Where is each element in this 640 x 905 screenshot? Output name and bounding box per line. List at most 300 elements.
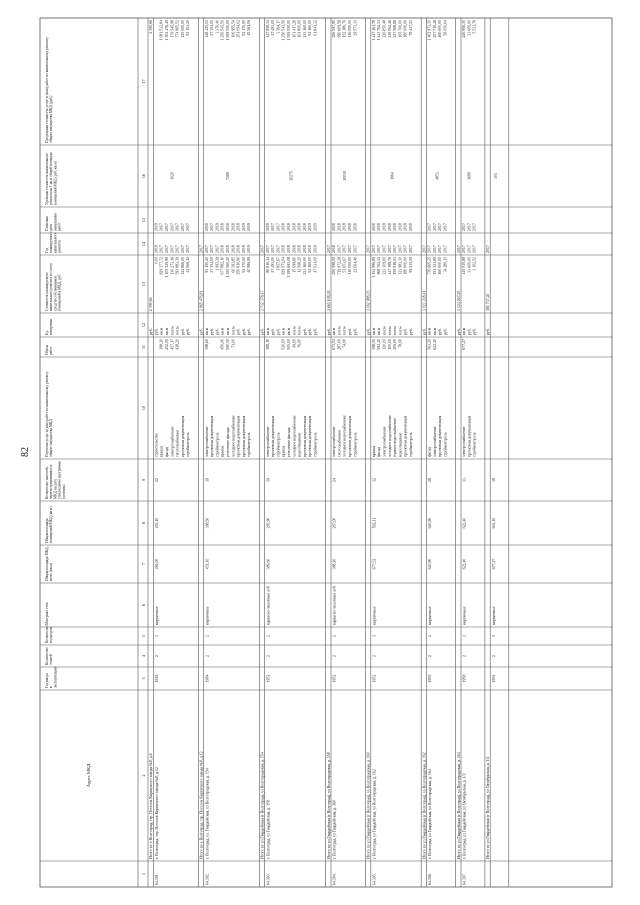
- work-unit: кв.м: [371, 327, 376, 335]
- object-unit-cost: 301: [494, 173, 498, 179]
- work-item: горячее водоснабжение: [393, 418, 398, 457]
- object-material: кирпичные: [491, 606, 496, 625]
- work-item: проектная документация: [271, 415, 276, 457]
- total-unit: руб.: [486, 328, 490, 335]
- work-year-end: 2018: [398, 223, 403, 231]
- work-year-plan: 2018: [302, 245, 307, 253]
- work-cost: 180 000,00: [403, 257, 408, 275]
- object-floors: 2: [266, 655, 271, 657]
- work-volume: 71,00: [231, 339, 236, 348]
- work-unit: руб.: [180, 328, 185, 335]
- work-item: электроснабжение: [170, 426, 175, 457]
- column-number: 4: [141, 654, 146, 658]
- work-cost: 776 665,25: [427, 257, 432, 275]
- column-number: 2: [141, 774, 146, 777]
- work-year-end: 2017: [210, 223, 215, 231]
- work-year-plan: 2017: [165, 245, 169, 253]
- work-year-plan: 2017: [472, 245, 477, 253]
- total-unit: руб.: [422, 328, 427, 335]
- object-material: кирпичные: [428, 606, 433, 625]
- page-number: 82: [20, 447, 31, 457]
- work-unit: пог.м: [231, 326, 236, 335]
- total-label: Итого по г. Волгоград, тер. Поселок Кирпичного завода №8, д.12: [199, 751, 204, 859]
- work-limit: 152 186,76: [342, 20, 347, 38]
- work-cost: 60 393,85: [231, 257, 236, 273]
- work-unit: кв.м: [265, 327, 270, 335]
- column-number: 11: [141, 344, 146, 350]
- work-limit: 251 094,02: [236, 20, 241, 38]
- work-item: стройконтроль: [247, 432, 252, 457]
- object-entrances: 3: [372, 635, 377, 637]
- object-area-premises: 592,11: [372, 517, 377, 529]
- object-id: 64.391.: [154, 873, 159, 885]
- work-limit: 257 710,48: [432, 20, 437, 38]
- work-item: теплоснабжение: [337, 429, 342, 457]
- object-area-total: 620,90: [428, 558, 433, 570]
- work-year-end: 2017: [165, 223, 169, 231]
- object-area-total: 622,40: [462, 558, 467, 570]
- work-cost: 233 160,00: [302, 257, 307, 275]
- work-item: строительство: [154, 433, 159, 457]
- work-item: холодное водоснабжение: [387, 415, 392, 457]
- work-year-end: 2017: [438, 223, 443, 231]
- work-item: стройконтроль: [313, 432, 318, 457]
- total-label: Итого по ул Гвардейская (г Волгоград), ул Волгоградская, д. 160: [366, 752, 371, 859]
- object-year: 1958: [462, 674, 467, 683]
- total-cost: 181 737,40: [486, 293, 490, 311]
- work-limit: 1 417 461,78: [371, 20, 376, 41]
- object-area-total: 389,60: [266, 558, 271, 570]
- work-year-plan: 2017: [215, 245, 220, 253]
- object-area-premises: 604,10: [491, 517, 496, 529]
- work-cost: 12 568,20: [297, 257, 302, 273]
- object-year: 1984: [205, 674, 210, 683]
- work-volume: 398,55: [371, 339, 376, 350]
- total-cost: 3 023 238,41: [422, 290, 427, 311]
- work-volume: 198,20: [159, 339, 164, 350]
- work-year-end: 2018: [281, 223, 286, 231]
- work-item: стройконтроль: [409, 432, 413, 457]
- object-unit-cost: 1964: [390, 172, 395, 180]
- object-area-premises: 398,50: [205, 517, 210, 529]
- work-limit: 58 050,04: [443, 20, 448, 36]
- work-limit: 226 956,35: [462, 20, 467, 38]
- work-volume: 120,00: [382, 339, 387, 350]
- work-limit: 27 493,00: [271, 20, 276, 36]
- total-cost: 2 732 378,47: [260, 290, 265, 311]
- object-address: г. Волгоград, ул Гвардейская, ул Волгоградская, д. 164: [428, 769, 433, 859]
- work-limit: 256 597,95: [332, 20, 337, 38]
- total-cost: 2 663 108,38: [326, 290, 331, 311]
- work-year-end: 2017: [432, 223, 437, 231]
- work-cost: 3 102,52: [472, 257, 477, 271]
- work-volume: 677,27: [462, 339, 467, 350]
- work-item: электроснабжение: [432, 426, 437, 457]
- work-year-plan: 2018: [236, 245, 241, 253]
- work-unit: кв.м: [220, 327, 225, 335]
- work-volume: 76,00: [297, 339, 302, 348]
- object-floors: 2: [332, 655, 337, 657]
- work-cost: 123 983,30: [398, 257, 403, 275]
- object-area-premises: 265,90: [266, 517, 271, 529]
- work-volume: 428,20: [175, 339, 180, 350]
- work-year-end: 2019: [308, 223, 313, 231]
- work-unit: руб.: [403, 328, 408, 335]
- work-item: крыша: [220, 445, 225, 457]
- work-year-plan: 2017: [432, 245, 437, 253]
- work-year-plan: 2017: [438, 245, 443, 253]
- object-address: г. Волгоград, ул Гвардейская, д. 160: [332, 800, 337, 859]
- work-cost: 59 235,59: [409, 257, 413, 273]
- object-area-premises: 620,90: [428, 517, 433, 529]
- work-year-plan: 2017: [204, 245, 209, 253]
- work-year-plan: 2017: [265, 245, 270, 253]
- column-number: 17: [141, 79, 146, 84]
- work-limit: 219 062,46: [387, 20, 392, 38]
- work-year-end: 2018: [409, 223, 413, 231]
- object-unit-cost: 1020: [170, 172, 175, 180]
- object-year: 1952: [372, 674, 377, 683]
- object-area-total: 677,52: [372, 558, 377, 570]
- work-item: проектная документация: [403, 415, 408, 457]
- work-unit: руб.: [302, 328, 307, 335]
- work-cost: 93 150,20: [204, 257, 209, 273]
- work-volume: 520,00: [281, 339, 286, 350]
- work-year-plan: 2018: [231, 245, 236, 253]
- object-area-total: 677,27: [491, 558, 496, 570]
- total-year: 2017: [486, 245, 490, 253]
- object-year: 1952: [491, 674, 496, 683]
- work-year-plan: 2017: [210, 245, 215, 253]
- total-unit: руб.: [199, 328, 204, 335]
- work-limit: 990 609,58: [337, 20, 342, 38]
- work-limit: 52 153,20: [186, 20, 191, 36]
- header-unit: Ед.измерения: [45, 318, 54, 335]
- work-year-end: 2018: [236, 223, 241, 231]
- object-area-total: 451,10: [205, 558, 210, 570]
- work-limit: 148 425,51: [204, 20, 209, 38]
- work-cost: 829 573,04: [281, 257, 286, 275]
- work-year-plan: 2017: [398, 245, 403, 253]
- work-volume: 388,10: [265, 339, 270, 350]
- work-limit: 1 402 973,35: [427, 20, 432, 41]
- work-item: фасад: [427, 447, 432, 457]
- object-area-total: 492,00: [154, 558, 159, 570]
- work-unit: пог.м: [170, 326, 175, 335]
- total-limit: 2 390,66: [149, 20, 154, 34]
- work-year-plan: 2017: [159, 245, 164, 253]
- work-year-plan: 2017: [462, 245, 467, 253]
- work-cost: 968 762,34: [377, 257, 382, 275]
- header-works: Перечень услуг и (или) работ по капитальному ремонтуобщего имущества МКД: [45, 371, 54, 457]
- work-item: стройконтроль: [215, 432, 220, 457]
- work-cost: 719 972,28: [337, 257, 342, 275]
- object-address: г. Волгоград, тер. Поселок Кирпичного завода №8, д.12: [154, 767, 159, 859]
- work-unit: кв.м: [287, 327, 291, 335]
- work-limit: 147 858,34: [265, 20, 270, 38]
- object-id: 64.396.: [428, 873, 433, 885]
- work-item: проектная документация: [348, 415, 352, 457]
- work-limit: 101 417,26: [292, 20, 297, 38]
- work-year-end: 2017: [170, 223, 175, 231]
- object-unit-cost: 10275: [289, 171, 294, 181]
- work-cost: 27 493,00: [271, 257, 276, 273]
- object-floors: 2: [372, 655, 377, 657]
- column-number: 14: [141, 241, 146, 247]
- work-item: проектная документация: [438, 415, 443, 457]
- total-cost: 2 390,66: [149, 297, 154, 311]
- object-floors: 2: [491, 655, 496, 657]
- work-unit: пог.м: [342, 326, 347, 335]
- work-item: стройконтроль: [353, 432, 358, 457]
- work-cost: 250 810,90: [236, 257, 241, 275]
- work-unit: кв.м: [159, 327, 164, 335]
- work-year-end: 2019: [313, 223, 318, 231]
- object-unit-cost: 10019: [342, 171, 347, 181]
- work-item: крыша: [371, 445, 376, 457]
- work-cost: 34 280,11: [443, 257, 448, 273]
- work-item: теплоснабжение: [175, 429, 180, 457]
- work-year-plan: 2018: [281, 245, 286, 253]
- work-year-end: 2018: [393, 223, 398, 231]
- total-label: Итого по ул Гвардейская (г Волгоград), ул Волгоградская, д. 164: [456, 752, 461, 859]
- work-volume: 563,20: [427, 339, 432, 350]
- object-id: 64.392.: [205, 873, 210, 885]
- work-item: стройконтроль: [186, 432, 191, 457]
- work-year-end: 2019: [154, 223, 159, 231]
- work-year-end: 2018: [220, 223, 225, 231]
- object-area-total: 388,10: [332, 558, 337, 570]
- work-unit: пог.м: [175, 326, 180, 335]
- column-number: 5: [141, 634, 146, 638]
- total-label: Итого по г. Волгоград, тер. Поселок Кирпичного завода №8, д.6: [149, 753, 154, 859]
- header-total_area_mkd: Общая площадь МКД,всего (кв.м): [45, 546, 54, 581]
- work-volume: 398,60: [204, 339, 209, 350]
- work-year-end: 2018: [353, 223, 358, 231]
- work-year-end: 2018: [332, 223, 337, 231]
- work-limit: 1 256 543,50: [281, 20, 286, 41]
- work-year-end: 2019: [241, 223, 246, 231]
- work-limit: 1 081 532,84: [159, 20, 164, 41]
- work-item: проектная документация: [241, 415, 246, 457]
- total-unit: руб.: [366, 328, 371, 335]
- total-unit: руб.: [326, 328, 331, 335]
- work-unit: пог.м: [292, 326, 297, 335]
- work-item: холодное водоснабжение: [342, 415, 347, 457]
- object-id: 64.393.: [266, 873, 271, 885]
- work-unit: кв.м: [204, 327, 209, 335]
- work-year-plan: 2017: [337, 245, 342, 253]
- object-address: г. Волгоград, ул Гвардейская, д. 158: [266, 800, 271, 859]
- header-entrances: Количествоподъездов: [45, 625, 54, 643]
- work-volume: 106,00: [393, 339, 398, 350]
- work-cost: 829 377,72: [159, 257, 164, 275]
- work-cost: 160 000,00: [438, 257, 443, 275]
- work-cost: 1 399 693,08: [287, 257, 291, 278]
- work-unit: руб.: [276, 328, 281, 335]
- total-label: Итого по ул Гвардейская (г Волгоград), ул Волгоградская, д. 154: [260, 752, 265, 859]
- work-unit: пог.м: [393, 326, 398, 335]
- header-limit_cost: Предельная стоимость услуг и (или) работ по капитальному ремонтуобщего имущества МКД (руб.): [45, 37, 54, 143]
- work-limit: 227 568,88: [393, 20, 398, 38]
- object-floors: 2: [205, 655, 210, 657]
- work-volume: 592,45: [377, 339, 382, 350]
- work-year-end: 2019: [247, 223, 252, 231]
- work-year-end: 2018: [403, 223, 408, 231]
- object-floors: 2: [462, 655, 467, 657]
- work-item: электроснабжение: [462, 426, 467, 457]
- object-area-premises: 453,10: [154, 517, 159, 529]
- work-year-end: 2017: [467, 223, 472, 231]
- work-year-plan: 2017: [276, 245, 281, 253]
- total-cost: 2 965 476,81: [199, 290, 204, 311]
- total-unit: руб.: [456, 328, 461, 335]
- work-volume: 590,00: [226, 339, 230, 350]
- work-unit: кв.м: [377, 327, 382, 335]
- work-cost: 15 699,80: [292, 257, 297, 273]
- object-material: каркасно-засыпные ж/б: [266, 586, 271, 625]
- column-number: 12: [141, 322, 146, 328]
- column-number: 15: [141, 217, 146, 223]
- object-residents: 38: [491, 478, 496, 482]
- work-year-plan: 2018: [332, 245, 337, 253]
- work-unit: руб.: [210, 328, 215, 335]
- work-year-end: 2017: [175, 223, 180, 231]
- work-item: проектная документация: [308, 415, 313, 457]
- work-year-end: 2018: [342, 223, 347, 231]
- object-entrances: 2: [428, 635, 433, 637]
- work-year-end: 2018: [226, 223, 230, 231]
- work-year-end: 2017: [427, 223, 432, 231]
- object-residents: 19: [266, 478, 271, 482]
- work-limit: 106 955,54: [231, 20, 236, 38]
- work-limit: 180 000,00: [403, 20, 408, 38]
- work-year-end: 2017: [443, 223, 448, 231]
- work-year-end: 2019: [215, 223, 220, 231]
- work-year-plan: 2019: [154, 245, 159, 253]
- work-unit: пог.м: [337, 326, 342, 335]
- work-cost: 110 000,00: [348, 257, 352, 275]
- work-unit: руб.: [409, 328, 413, 335]
- work-limit: 33 600,00: [467, 20, 472, 36]
- column-number: 9: [141, 478, 146, 482]
- object-unit-cost: 4853: [435, 172, 440, 180]
- object-id: 64.395.: [372, 873, 377, 885]
- work-item: водоотведение: [297, 432, 302, 457]
- work-year-plan: 2019: [241, 245, 246, 253]
- header-year_end: Плановаядатазавершенияработ: [45, 213, 62, 231]
- work-unit: руб.: [353, 328, 358, 335]
- work-unit: руб.: [443, 328, 448, 335]
- work-cost: 130 273,16: [170, 257, 175, 275]
- table-header: [45, 37, 146, 875]
- work-volume: 100,00: [387, 339, 392, 350]
- header-wall_material: Материал стен: [45, 602, 49, 625]
- object-id: 64.394.: [332, 873, 337, 885]
- header-floors: Количествоэтажей: [45, 647, 54, 665]
- work-cost: 124 866,00: [180, 257, 185, 275]
- object-residents: 22: [154, 478, 159, 482]
- work-year-plan: 2017: [186, 245, 191, 253]
- object-area-premises: 622,40: [462, 517, 467, 529]
- work-item: электроснабжение: [204, 426, 209, 457]
- work-limit: 3 376,40: [215, 20, 220, 34]
- work-unit: пог.м: [398, 326, 403, 335]
- work-year-plan: 2018: [220, 245, 225, 253]
- work-volume: 452,00: [165, 339, 169, 350]
- object-entrances: 2: [266, 635, 271, 637]
- work-unit: руб.: [215, 328, 220, 335]
- header-year_plan: Годпланируемогокапитальногоремонта: [45, 231, 62, 253]
- work-limit: 1 559 550,00: [287, 20, 291, 41]
- object-unit-cost: 1689: [467, 172, 472, 180]
- work-unit: руб.: [348, 328, 352, 335]
- work-unit: руб.: [154, 328, 159, 335]
- work-item: фасад: [165, 447, 169, 457]
- work-cost: 1 993,39: [215, 257, 220, 271]
- work-year-plan: 2017: [353, 245, 358, 253]
- work-cost: 153 321,89: [432, 257, 437, 275]
- work-year-end: 2018: [231, 223, 236, 231]
- work-item: стройконтроль: [276, 432, 281, 457]
- column-number: 10: [141, 405, 146, 411]
- work-year-plan: 2017: [371, 245, 376, 253]
- work-unit: пог.м: [297, 326, 302, 335]
- work-unit: руб.: [271, 328, 276, 335]
- work-cost: 147 198,76: [387, 257, 392, 275]
- column-number: 16: [141, 173, 146, 179]
- total-label: Итого по ул Гвардейская (г Волгоград), ул Волгоградская, д. 162: [422, 752, 427, 859]
- work-year-plan: 2019: [308, 245, 313, 253]
- work-year-plan: 2017: [403, 245, 408, 253]
- object-entrances: 1: [154, 635, 159, 637]
- work-cost: 27 354,00: [210, 257, 215, 273]
- column-number: 13: [141, 281, 146, 287]
- work-cost: 52 170,00: [241, 257, 246, 273]
- work-year-end: 2017: [276, 223, 281, 231]
- object-address: г. Волгоград, ул. Гвардейская, ул Волгоградская, д. 154: [205, 768, 210, 859]
- work-year-end: 2018: [265, 223, 270, 231]
- work-year-end: 2018: [302, 223, 307, 231]
- work-limit: 161 800,00: [297, 20, 302, 38]
- work-item: проектная документация: [236, 415, 241, 457]
- column-number: 3: [141, 677, 146, 680]
- work-year-end: 2018: [287, 223, 291, 231]
- work-year-end: 2018: [387, 223, 392, 231]
- work-volume: 505,00: [287, 339, 291, 350]
- work-limit: 79 447,23: [409, 20, 413, 36]
- object-address: г. Волгоград, ул Гвардейская, ул Волгоградская, д. 162: [372, 769, 377, 859]
- work-limit: 1 302 476,49: [165, 20, 169, 41]
- work-unit: руб.: [467, 328, 472, 335]
- work-unit: кв.м: [226, 327, 230, 335]
- total-unit: руб.: [149, 328, 154, 335]
- work-volume: 78,00: [398, 339, 403, 348]
- work-cost: 1 857,67: [276, 257, 281, 271]
- object-year: 1955: [428, 674, 433, 683]
- object-year: 1948: [154, 674, 159, 683]
- work-item: проектная документация: [467, 415, 472, 457]
- work-item: водоотведение: [398, 432, 403, 457]
- object-floors: 2: [154, 655, 159, 657]
- header-work_volume: Объемработ: [45, 344, 54, 355]
- work-limit: 27 354,00: [210, 20, 215, 36]
- total-label: Итого по ул Гвардейская (г Волгоград), ул Октябрьская, д. 1/2: [486, 756, 490, 859]
- work-cost: 677 882,10: [220, 257, 225, 275]
- total-cost: 1 162 988,35: [366, 290, 371, 311]
- column-number: 7: [141, 562, 146, 566]
- object-id: 64.397.: [462, 873, 467, 885]
